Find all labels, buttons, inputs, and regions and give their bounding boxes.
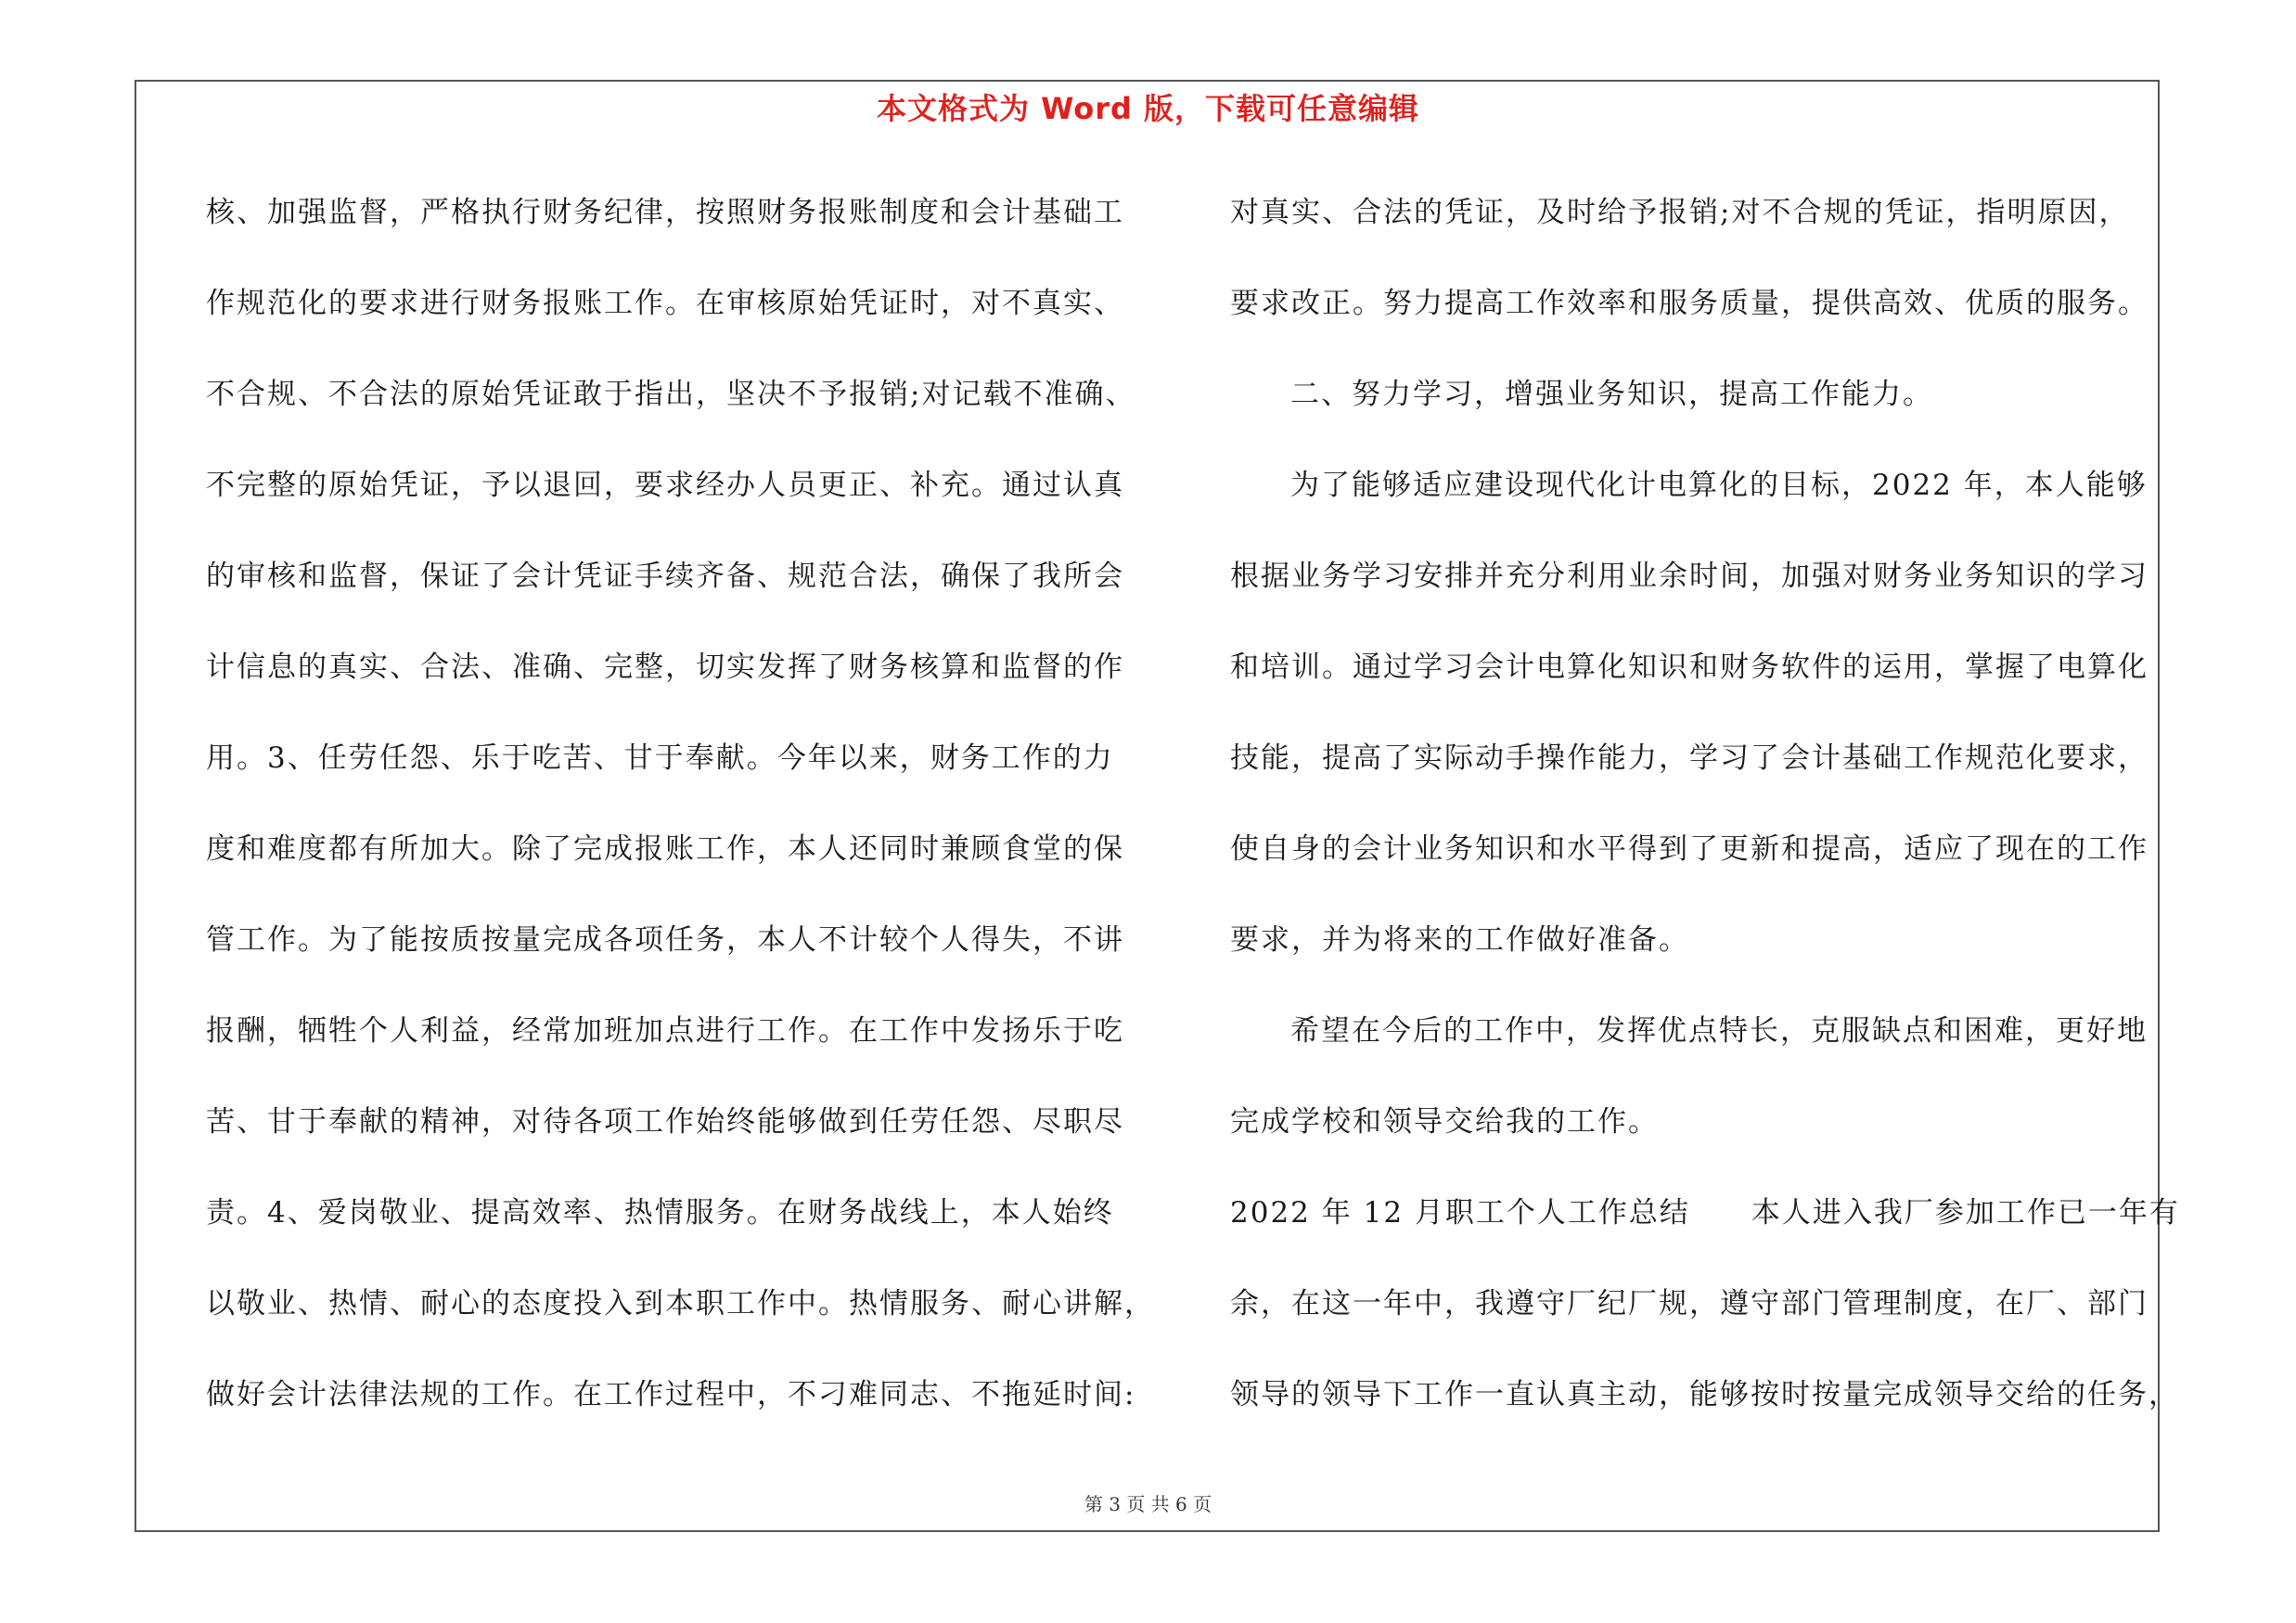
section-heading: 二、努力学习，增强业务知识，提高工作能力。 [1290,378,1933,411]
text-line: 管工作。为了能按质按量完成各项任务，本人不计较个人得失，不讲 [206,923,1124,957]
text-line: 作规范化的要求进行财务报账工作。在审核原始凭证时，对不真实、 [206,287,1124,320]
text-line: 做好会计法律法规的工作。在工作过程中，不刁难同志、不拖延时间: [206,1378,1136,1411]
text-line: 计信息的真实、合法、准确、完整，切实发挥了财务核算和监督的作 [206,650,1124,684]
text-line: 使自身的会计业务知识和水平得到了更新和提高，适应了现在的工作 [1230,832,2148,866]
text-line: 为了能够适应建设现代化计电算化的目标，2022 年，本人能够 [1290,469,2148,502]
text-line: 以敬业、热情、耐心的态度投入到本职工作中。热情服务、耐心讲解， [206,1287,1155,1320]
text-line: 报酬，牺牲个人利益，经常加班加点进行工作。在工作中发扬乐于吃 [206,1014,1124,1048]
text-line: 领导的领导下工作一直认真主动，能够按时按量完成领导交给的任务， [1230,1378,2179,1411]
text-line: 希望在今后的工作中，发挥优点特长，克服缺点和困难，更好地 [1290,1014,2148,1048]
format-notice-banner: 本文格式为 Word 版，下载可任意编辑 [876,91,1420,126]
text-line: 和培训。通过学习会计电算化知识和财务软件的运用，掌握了电算化 [1230,650,2148,684]
text-line: 根据业务学习安排并充分利用业余时间，加强对财务业务知识的学习 [1230,560,2148,593]
text-line: 对真实、合法的凭证，及时给予报销;对不合规的凭证，指明原因， [1230,196,2130,229]
text-line: 不合规、不合法的原始凭证敢于指出，坚决不予报销;对记载不准确、 [206,378,1136,411]
text-line: 苦、甘于奉献的精神，对待各项工作始终能够做到任劳任怨、尽职尽 [206,1105,1124,1139]
left-text-column [206,167,1155,1440]
text-line: 要求改正。努力提高工作效率和服务质量，提供高效、优质的服务。 [1230,287,2148,320]
page-number-footer: 第 3 页 共 6 页 [1084,1493,1212,1515]
text-line: 责。4、爱岗敬业、提高效率、热情服务。在财务战线上，本人始终 [206,1196,1114,1230]
text-line: 核、加强监督，严格执行财务纪律，按照财务报账制度和会计基础工 [206,196,1124,229]
text-line: 用。3、任劳任怨、乐于吃苦、甘于奉献。今年以来，财务工作的力 [206,741,1114,775]
text-line: 技能，提高了实际动手操作能力，学习了会计基础工作规范化要求， [1230,741,2148,775]
text-line: 的审核和监督，保证了会计凭证手续齐备、规范合法，确保了我所会 [206,560,1124,593]
text-line: 要求，并为将来的工作做好准备。 [1230,923,1689,957]
text-line: 余，在这一年中，我遵守厂纪厂规，遵守部门管理制度，在厂、部门 [1230,1287,2148,1320]
text-line: 2022 年 12 月职工个人工作总结 本人进入我厂参加工作已一年有 [1230,1196,2180,1230]
text-line: 不完整的原始凭证，予以退回，要求经办人员更正、补充。通过认真 [206,469,1124,502]
text-line: 度和难度都有所加大。除了完成报账工作，本人还同时兼顾食堂的保 [206,832,1124,866]
right-text-column [1230,167,2180,1440]
text-line: 完成学校和领导交给我的工作。 [1230,1105,1659,1139]
